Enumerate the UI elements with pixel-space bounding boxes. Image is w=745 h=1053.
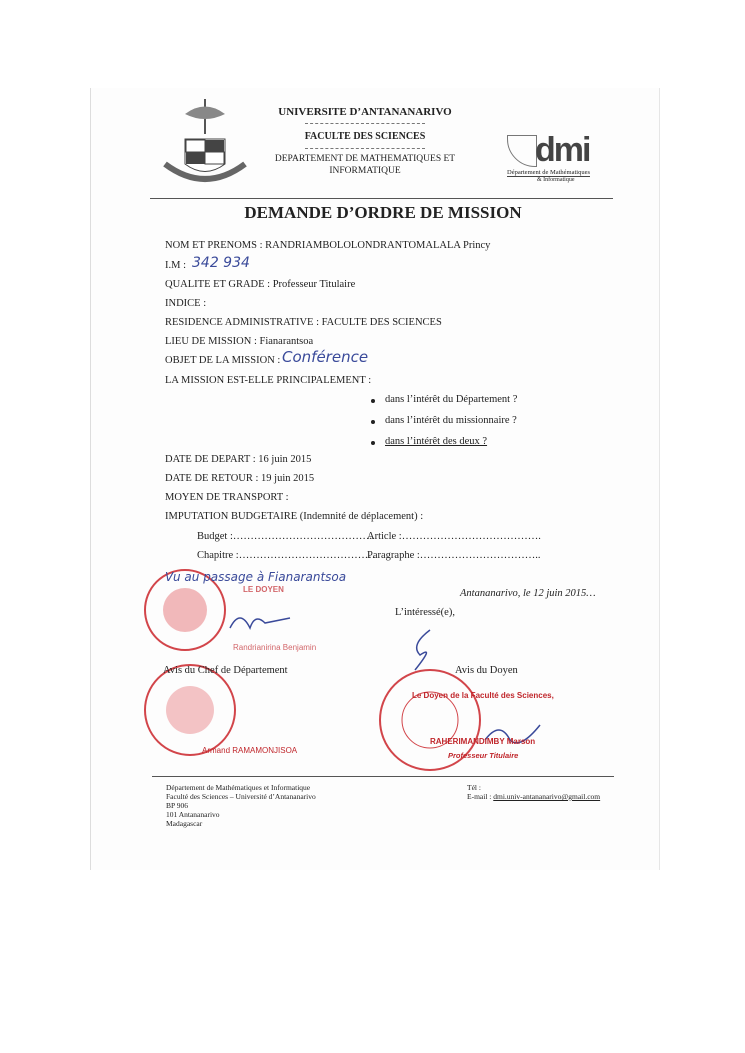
footer-line: BP 906: [166, 801, 189, 810]
im-label: I.M :: [165, 260, 186, 271]
place-date: Antananarivo, le 12 juin 2015…: [460, 588, 596, 599]
divider: [305, 148, 425, 149]
avis-chef-label: Avis du Chef de Département: [163, 665, 288, 676]
dmi-logo-text: dmi: [535, 131, 590, 169]
name-field: NOM ET PRENOMS : RANDRIAMBOLOLONDRANTOMALALA Princy: [165, 240, 491, 251]
university-seal-logo: [160, 94, 250, 189]
dmi-logo: [507, 131, 615, 183]
grade-field: QUALITE ET GRADE : Professeur Titulaire: [165, 279, 356, 290]
date-retour: DATE DE RETOUR : 19 juin 2015: [165, 473, 315, 484]
footer-email-link[interactable]: dmi.univ-antananarivo@gmail.com: [493, 792, 601, 801]
stamp-name-armand: Armand RAMAMONJISOA: [202, 746, 298, 755]
signature-icon: [480, 715, 550, 755]
objet-label: OBJET DE LA MISSION :: [165, 355, 281, 366]
transport-field: MOYEN DE TRANSPORT :: [165, 492, 289, 503]
handwritten-note: Vu au passage à Fianarantsoa: [165, 570, 347, 584]
bullet-icon: [371, 420, 375, 424]
document-title: DEMANDE D’ORDRE DE MISSION: [244, 203, 522, 222]
objet-value: Conférence: [282, 348, 369, 366]
stamp-doyen-text: LE DOYEN: [243, 585, 284, 594]
dmi-caption: Département de Mathématiques: [507, 169, 591, 176]
stamp-name-benjamin: Randrianirina Benjamin: [233, 643, 317, 652]
footer-line: Département de Mathématiques et Informatique: [166, 783, 311, 792]
option-missionnaire: dans l’intérêt du missionnaire ?: [385, 415, 517, 426]
department-name-1: DEPARTEMENT DE MATHEMATIQUES ET: [274, 154, 456, 164]
option-deux-selected: dans l’intérêt des deux ?: [385, 436, 488, 447]
doyen-name: RAHERIMANDIMBY Marson: [430, 737, 536, 746]
indice-field: INDICE :: [165, 298, 207, 309]
footer-line: Madagascar: [166, 819, 203, 828]
department-name-2: INFORMATIQUE: [329, 166, 401, 176]
option-departement: dans l’intérêt du Département ?: [385, 394, 518, 405]
divider: [305, 123, 425, 124]
budget-field: Budget :…………………………………..: [197, 531, 375, 542]
avis-doyen-label: Avis du Doyen: [455, 665, 518, 676]
paragraphe-field: Paragraphe :……………………………..: [367, 550, 541, 561]
footer-line: 101 Antananarivo: [166, 810, 220, 819]
imputation-field: IMPUTATION BUDGETAIRE (Indemnité de déplacement) :: [165, 511, 424, 522]
footer-email-label: E-mail :: [467, 792, 492, 801]
footer-contact: [467, 783, 600, 801]
interesse-label: L’intéressé(e),: [395, 607, 455, 618]
im-value: 342 934: [192, 255, 250, 271]
footer-rule: [152, 776, 614, 777]
date-depart: DATE DE DEPART : 16 juin 2015: [165, 454, 312, 465]
lieu-field: LIEU DE MISSION : Fianarantsoa: [165, 336, 314, 347]
footer-tel: Tél :: [467, 783, 481, 792]
header-rule: [150, 198, 613, 199]
principalement-label: LA MISSION EST-ELLE PRINCIPALEMENT :: [165, 375, 372, 386]
dmi-caption: & Informatique: [537, 177, 575, 183]
chapitre-field: Chapitre :…………………………………: [197, 550, 376, 561]
footer-address: [166, 783, 316, 828]
signature-icon: [400, 625, 440, 675]
footer-line: Faculté des Sciences – Université d’Antananarivo: [166, 792, 316, 801]
doyen-grade: Professeur Titulaire: [448, 751, 519, 760]
bullet-icon: [371, 441, 375, 445]
signature-icon: [225, 608, 295, 638]
bullet-icon: [371, 399, 375, 403]
residence-field: RESIDENCE ADMINISTRATIVE : FACULTE DES SCIENCES: [165, 317, 442, 328]
doyen-title: Le Doyen de la Faculté des Sciences,: [412, 691, 554, 700]
faculty-name: FACULTE DES SCIENCES: [304, 131, 426, 142]
university-name: UNIVERSITE D’ANTANANARIVO: [278, 106, 452, 118]
article-field: Article :………………………………….: [367, 531, 541, 542]
